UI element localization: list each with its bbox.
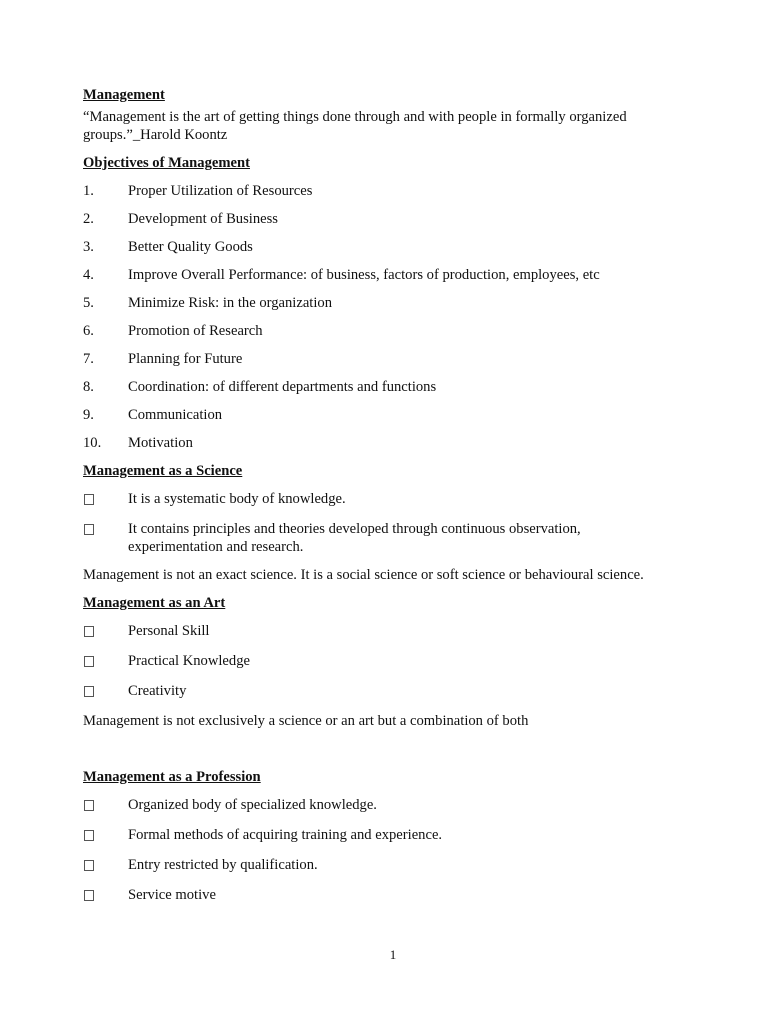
checkbox-bullet-icon — [83, 826, 128, 846]
bullet-item — [83, 796, 693, 816]
bullet-text: Practical Knowledge — [128, 653, 250, 669]
list-number: 5. — [83, 295, 94, 311]
science-note: Management is not an exact science. It is a social science or soft science or behavioural science. — [83, 567, 644, 583]
list-item — [83, 434, 693, 452]
list-number: 8. — [83, 379, 94, 395]
list-number: 4. — [83, 267, 94, 283]
bullet-text: Formal methods of acquiring training and experience. — [128, 827, 443, 843]
checkbox-bullet-icon — [83, 520, 128, 540]
art-note: Management is not exclusively a science or an art but a combination of both — [83, 713, 529, 729]
document-page — [83, 86, 693, 906]
heading-profession: Management as a Profession — [83, 769, 261, 785]
list-text: Planning for Future — [128, 351, 243, 367]
heading-science: Management as a Science — [83, 463, 243, 479]
list-text: Motivation — [128, 435, 193, 451]
list-number: 1. — [83, 183, 94, 199]
bullet-item — [83, 682, 693, 702]
bullet-item — [83, 886, 693, 906]
definition-quote-line-2: groups.”_Harold Koontz — [83, 127, 228, 143]
checkbox-bullet-icon — [83, 490, 128, 510]
list-text: Improve Overall Performance: of business, factors of production, employees, etc — [128, 267, 600, 283]
list-number: 3. — [83, 239, 94, 255]
list-text: Minimize Risk: in the organization — [128, 295, 333, 311]
bullet-item — [83, 856, 693, 876]
bullet-item — [83, 490, 693, 510]
checkbox-bullet-icon — [83, 856, 128, 876]
checkbox-bullet-icon — [83, 652, 128, 672]
heading-art: Management as an Art — [83, 595, 226, 611]
list-text: Better Quality Goods — [128, 239, 253, 255]
bullet-item — [83, 622, 693, 642]
bullet-text — [128, 520, 693, 556]
list-item — [83, 322, 693, 340]
heading-management: Management — [83, 87, 165, 103]
bullet-text: Service motive — [128, 887, 216, 903]
list-number: 2. — [83, 211, 94, 227]
checkbox-bullet-icon — [83, 682, 128, 702]
objectives-list — [83, 182, 693, 452]
list-item — [83, 238, 693, 256]
heading-objectives: Objectives of Management — [83, 155, 250, 171]
list-item — [83, 378, 693, 396]
page-number: 1 — [389, 947, 397, 962]
bullet-text-line-2: experimentation and research. — [128, 539, 304, 555]
list-text: Promotion of Research — [128, 323, 263, 339]
bullet-text-line-1: It contains principles and theories developed through continuous observation, — [128, 521, 581, 537]
list-number: 7. — [83, 351, 94, 367]
checkbox-bullet-icon — [83, 796, 128, 816]
bullet-item — [83, 826, 693, 846]
list-text: Proper Utilization of Resources — [128, 183, 313, 199]
bullet-text: Personal Skill — [128, 623, 210, 639]
bullet-item — [83, 520, 693, 556]
list-text: Communication — [128, 407, 223, 423]
list-number: 10. — [83, 435, 102, 451]
checkbox-bullet-icon — [83, 622, 128, 642]
bullet-text: Creativity — [128, 683, 187, 699]
list-item — [83, 406, 693, 424]
checkbox-bullet-icon — [83, 886, 128, 906]
list-text: Development of Business — [128, 211, 278, 227]
list-number: 6. — [83, 323, 94, 339]
bullet-text: It is a systematic body of knowledge. — [128, 491, 346, 507]
list-number: 9. — [83, 407, 94, 423]
bullet-text: Entry restricted by qualification. — [128, 857, 318, 873]
list-item — [83, 294, 693, 312]
bullet-text: Organized body of specialized knowledge. — [128, 797, 377, 813]
list-item — [83, 210, 693, 228]
list-item — [83, 266, 693, 284]
definition-quote-line-1: “Management is the art of getting things done through and with people in formally organized — [83, 109, 627, 125]
bullet-item — [83, 652, 693, 672]
list-item — [83, 350, 693, 368]
list-item — [83, 182, 693, 200]
list-text: Coordination: of different departments and functions — [128, 379, 437, 395]
